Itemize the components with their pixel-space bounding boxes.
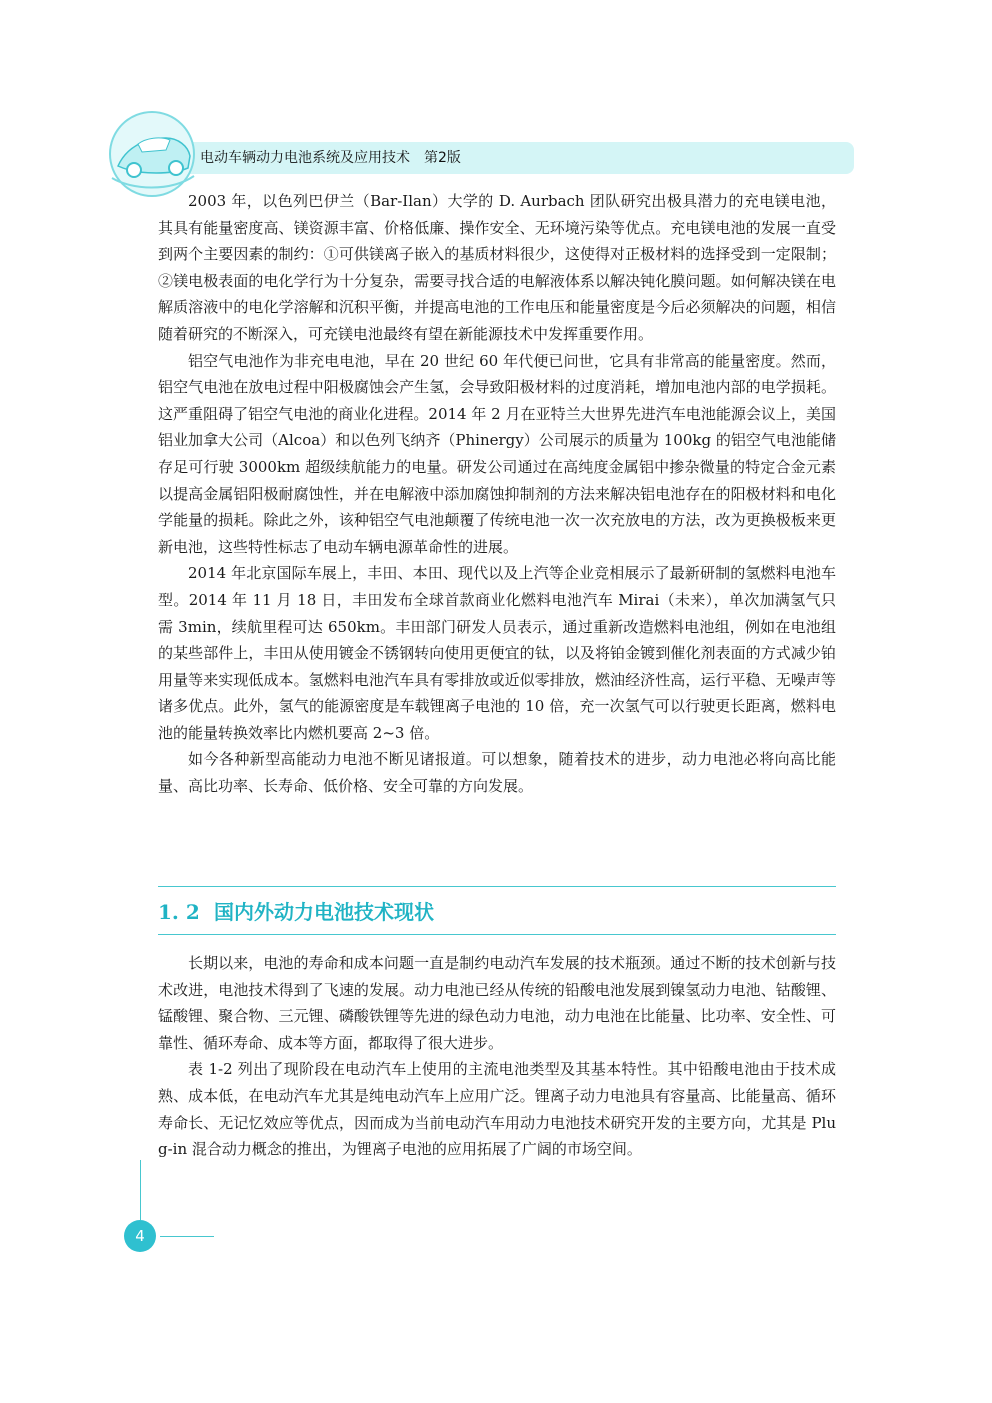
book-edition: 第2版 bbox=[424, 150, 461, 166]
section-rule-bottom bbox=[158, 934, 836, 935]
car-logo-icon bbox=[104, 108, 200, 198]
body-text bbox=[158, 188, 836, 800]
paragraph-aluminum-air-battery: 铝空气电池作为非充电电池，早在 20 世纪 60 年代便已问世，它具有非常高的能量密度。然而，铝空气电池在放电过程中阳极腐蚀会产生氢，会导致阳极材料的过度消耗，增加电池内部的电学损耗。这严重阻碍了铝空气电池的商业化进程。2014 年 2 月在亚特兰大世界先进汽车电池能源会议上，美国铝业加拿大公司（Alcoa）和以色列飞纳齐（Phinergy）公司展示的质量为 100kg 的铝空气电池能储存足可行驶 3000km 超级续航能力的电量。研发公司通过在高纯度金属铝中掺杂微量的特定合金元素以提高金属铝阳极耐腐蚀性，并在电解液中添加腐蚀抑制剂的方法来解决铝电池存在的阳极材料和电化学能量的损耗。除此之外，该种铝空气电池颠覆了传统电池一次一次充放电的方法，改为更换极板来更新电池，这些特性标志了电动车辆电源革命性的进展。 bbox=[158, 351, 836, 556]
paragraph-fuel-cell: 2014 年北京国际车展上，丰田、本田、现代以及上汽等企业竞相展示了最新研制的氢燃料电池车型。2014 年 11 月 18 日，丰田发布全球首款商业化燃料电池汽车 Mirai（未来），单次加满氢气只需 3min，续航里程可达 650km。丰田部门研发人员表示，通过重新改造燃料电池组，例如在电池组的某些部件上，丰田从使用镀金不锈钢转向使用更便宜的钛，以及将铂金镀到催化剂表面的方式减少铂用量等来实现低成本。氢燃料电池汽车具有零排放或近似零排放，燃油经济性高，运行平稳、无噪声等诸多优点。此外，氢气的能源密度是车载锂离子电池的 10 倍，充一次氢气可以行驶更长距离，燃料电池的能量转换效率比内燃机要高 2~3 倍。 bbox=[158, 564, 836, 742]
section-rule-top bbox=[158, 886, 836, 887]
paragraph-outlook: 如今各种新型高能动力电池不断见诸报道。可以想象，随着技术的进步，动力电池必将向高比能量、高比功率、长寿命、低价格、安全可靠的方向发展。 bbox=[158, 750, 836, 796]
section-title: 国内外动力电池技术现状 bbox=[214, 900, 434, 924]
section-heading bbox=[158, 892, 434, 932]
book-title: 电动车辆动力电池系统及应用技术 bbox=[200, 150, 410, 166]
page-number: 4 bbox=[124, 1220, 156, 1252]
margin-rule bbox=[140, 1160, 141, 1220]
paragraph-status-overview: 长期以来，电池的寿命和成本问题一直是制约电动汽车发展的技术瓶颈。通过不断的技术创新与技术改进，电池技术得到了飞速的发展。动力电池已经从传统的铅酸电池发展到镍氢动力电池、钴酸锂、锰酸锂、聚合物、三元锂、磷酸铁锂等先进的绿色动力电池，动力电池在比能量、比功率、安全性、可靠性、循环寿命、成本等方面，都取得了很大进步。 bbox=[158, 954, 836, 1052]
paragraph-magnesium-battery: 2003 年，以色列巴伊兰（Bar-Ilan）大学的 D. Aurbach 团队研究出极具潜力的充电镁电池，其具有能量密度高、镁资源丰富、价格低廉、操作安全、无环境污染等优点。充电镁电池的发展一直受到两个主要因素的制约：①可供镁离子嵌入的基质材料很少，这使得对正极材料的选择受到一定限制；②镁电极表面的电化学行为十分复杂，需要寻找合适的电解液体系以解决钝化膜问题。如何解决镁在电解质溶液中的电化学溶解和沉积平衡，并提高电池的工作电压和能量密度是今后必须解决的问题，相信随着研究的不断深入，可充镁电池最终有望在新能源技术中发挥重要作用。 bbox=[158, 192, 836, 343]
page-number-rule bbox=[160, 1236, 214, 1237]
paragraph-battery-types: 表 1-2 列出了现阶段在电动汽车上使用的主流电池类型及其基本特性。其中铅酸电池由于技术成熟、成本低，在电动汽车尤其是纯电动汽车上应用广泛。锂离子动力电池具有容量高、比能量高、循环寿命长、无记忆效应等优点，因而成为当前电动汽车用动力电池技术研究开发的主要方向，尤其是 Plug-in 混合动力概念的推出，为锂离子电池的应用拓展了广阔的市场空间。 bbox=[158, 1060, 836, 1159]
running-header bbox=[200, 148, 461, 168]
section-number: 1. 2 bbox=[158, 900, 200, 924]
section-body-text bbox=[158, 950, 836, 1163]
